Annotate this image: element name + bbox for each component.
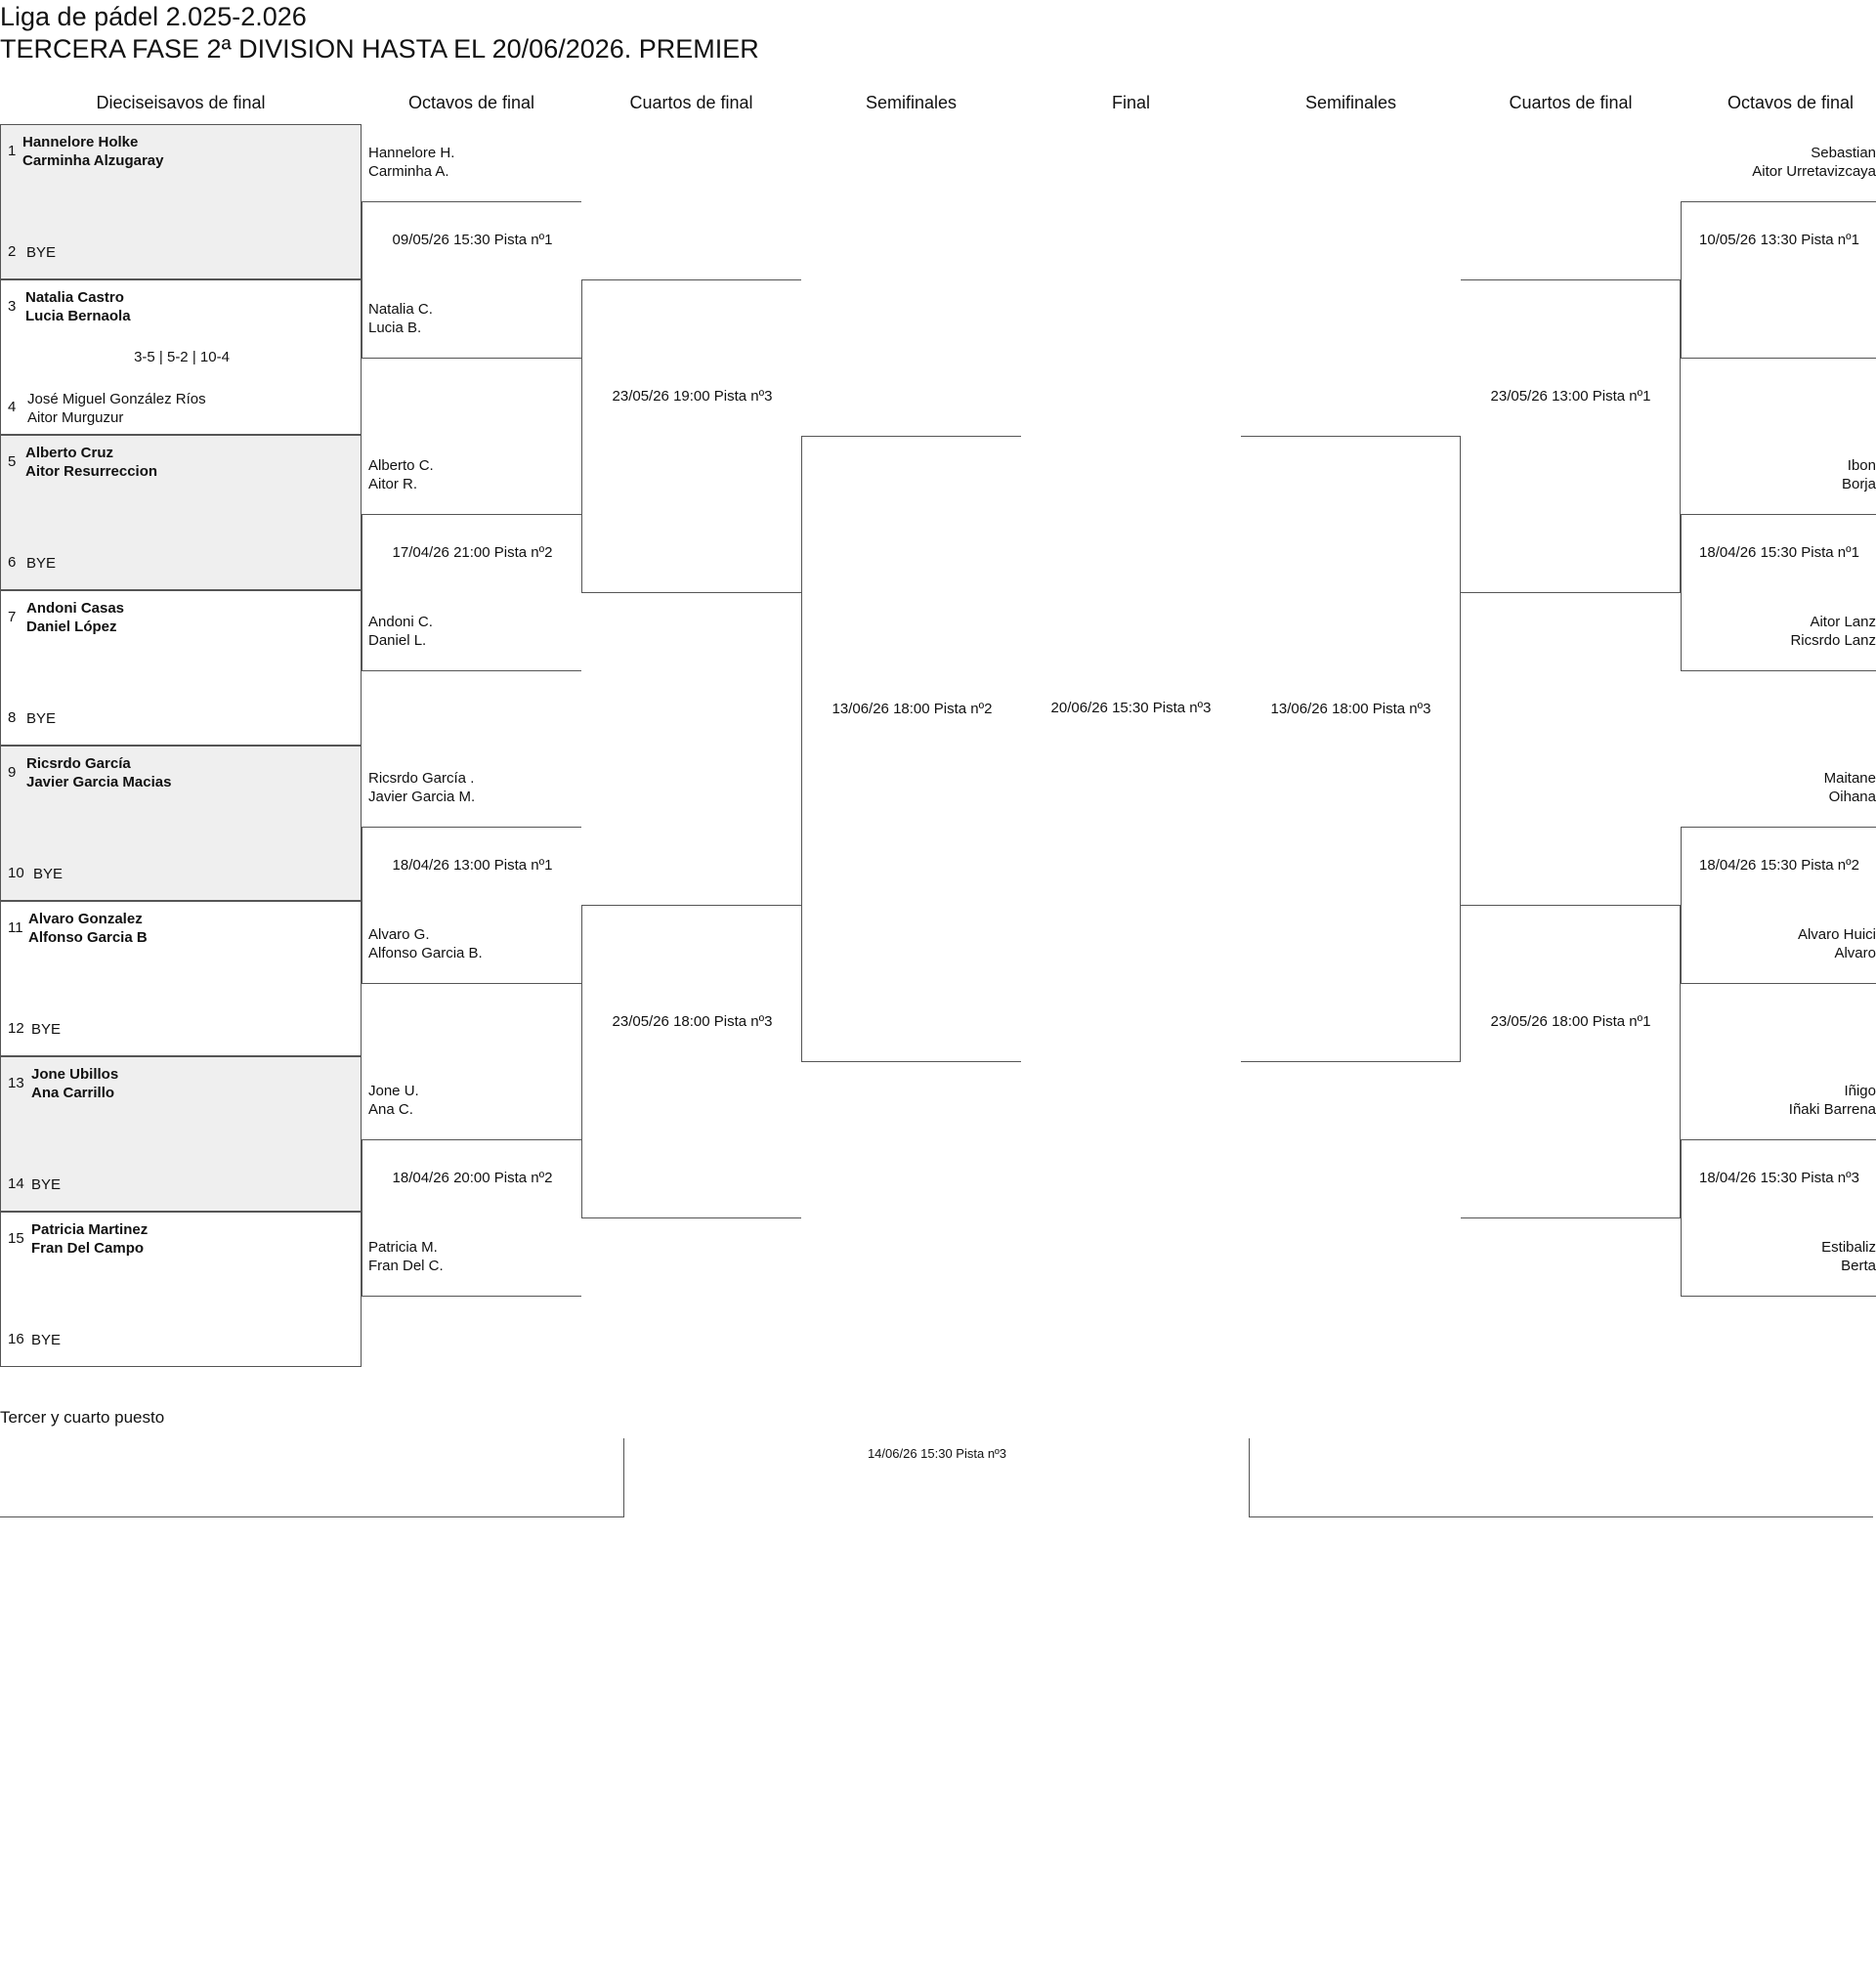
r16-player-right: Borja: [1841, 476, 1876, 492]
round-header-r16-right: Octavos de final: [1727, 93, 1855, 112]
third-place-line-right-v: [1249, 1438, 1250, 1517]
player-name: BYE: [31, 1176, 62, 1193]
player-name: Daniel López: [26, 619, 117, 635]
player-name: Hannelore Holke: [22, 134, 139, 150]
player-name: Andoni Casas: [26, 600, 125, 617]
final-match-info: 20/06/26 15:30 Pista nº3: [1050, 700, 1212, 716]
match-score: 3-5 | 5-2 | 10-4: [134, 349, 230, 365]
round-header-qf: Cuartos de final: [629, 93, 753, 112]
r16-player-right: Maitane: [1823, 770, 1876, 787]
match-info: 13/06/26 18:00 Pista nº2: [831, 701, 993, 717]
seed-number: 8: [8, 709, 17, 726]
match-info: 17/04/26 21:00 Pista nº2: [392, 544, 553, 561]
r16-player-right: Berta: [1841, 1258, 1876, 1274]
player-name: BYE: [26, 555, 57, 572]
round-header-sf: Semifinales: [865, 93, 958, 112]
player-name: Alvaro Gonzalez: [28, 911, 143, 927]
r16-player-right: Aitor Urretavizcaya: [1752, 163, 1876, 180]
r16-player: Lucia B.: [368, 320, 422, 336]
match-info: 18/04/26 15:30 Pista nº3: [1699, 1170, 1859, 1186]
seed-number: 16: [8, 1331, 24, 1347]
seed-number: 15: [8, 1230, 24, 1247]
round-header-sf-right: Semifinales: [1304, 93, 1397, 112]
r16-player: Ana C.: [368, 1101, 413, 1118]
seed-number: 12: [8, 1020, 24, 1037]
r32-match-3: [0, 435, 362, 590]
r16-player: Alvaro G.: [368, 926, 430, 943]
qf-match-right-1: [1461, 279, 1681, 593]
r32-match-6: [0, 901, 362, 1056]
third-place-info: 14/06/26 15:30 Pista nº3: [867, 1446, 1007, 1461]
seed-number: 1: [8, 143, 17, 159]
qf-match-1: [581, 279, 801, 593]
player-name: BYE: [26, 710, 57, 727]
r16-player: Patricia M.: [368, 1239, 438, 1256]
match-info: 18/04/26 13:00 Pista nº1: [392, 857, 553, 874]
r16-player: Alfonso Garcia B.: [368, 945, 483, 961]
match-info: 18/04/26 20:00 Pista nº2: [392, 1170, 553, 1186]
seed-number: 9: [8, 764, 17, 781]
r16-player: Fran Del C.: [368, 1258, 444, 1274]
seed-number: 11: [8, 919, 23, 936]
seed-number: 5: [8, 453, 17, 470]
seed-number: 14: [8, 1175, 24, 1192]
player-name: Alberto Cruz: [25, 445, 113, 461]
qf-match-right-2: [1461, 905, 1681, 1218]
third-place-label: Tercer y cuarto puesto: [0, 1408, 165, 1427]
r16-player: Jone U.: [368, 1083, 419, 1099]
r16-player: Ricsrdo García .: [368, 770, 475, 787]
r16-player-right: Ricsrdo Lanz: [1790, 632, 1876, 649]
r16-player-right: Aitor Lanz: [1810, 614, 1876, 630]
player-name: Fran Del Campo: [31, 1240, 145, 1257]
r32-match-7: [0, 1056, 362, 1212]
round-header-final: Final: [1111, 93, 1150, 112]
player-name: Alfonso Garcia B: [28, 929, 148, 946]
player-name: BYE: [31, 1021, 62, 1038]
player-name: BYE: [33, 866, 64, 882]
match-info: 10/05/26 13:30 Pista nº1: [1699, 232, 1859, 248]
player-name: BYE: [26, 244, 57, 261]
round-header-r32: Dieciseisavos de final: [96, 93, 266, 112]
r32-match-8: [0, 1212, 362, 1367]
round-header-r16: Octavos de final: [407, 93, 535, 112]
player-name: Jone Ubillos: [31, 1066, 119, 1083]
match-info: 09/05/26 15:30 Pista nº1: [392, 232, 553, 248]
player-name: Aitor Murguzur: [27, 409, 124, 426]
r16-match-right-1: [1681, 201, 1876, 359]
player-name: BYE: [31, 1332, 62, 1348]
round-header-qf-right: Cuartos de final: [1509, 93, 1633, 112]
r32-match-2: [0, 279, 362, 435]
qf-match-2: [581, 905, 801, 1218]
match-info: 23/05/26 13:00 Pista nº1: [1490, 388, 1651, 405]
player-name: Lucia Bernaola: [25, 308, 131, 324]
match-info: 18/04/26 15:30 Pista nº2: [1699, 857, 1859, 874]
r16-player-right: Alvaro: [1834, 945, 1876, 961]
r16-player: Javier Garcia M.: [368, 789, 476, 805]
seed-number: 6: [8, 554, 17, 571]
r16-player: Aitor R.: [368, 476, 418, 492]
sf-match-left: [801, 436, 1021, 1062]
r16-player: Andoni C.: [368, 614, 433, 630]
r16-player: Daniel L.: [368, 632, 427, 649]
seed-number: 4: [8, 399, 17, 415]
r16-player-right: Alvaro Huici: [1797, 926, 1876, 943]
r16-player: Carminha A.: [368, 163, 449, 180]
r32-match-4: [0, 590, 362, 746]
player-name: Ana Carrillo: [31, 1085, 115, 1101]
r16-player-right: Sebastian: [1811, 145, 1876, 161]
r16-player-right: Estibaliz: [1821, 1239, 1876, 1256]
player-name: Patricia Martinez: [31, 1221, 149, 1238]
r16-player: Hannelore H.: [368, 145, 455, 161]
match-info: 18/04/26 15:30 Pista nº1: [1699, 544, 1859, 561]
r16-player: Natalia C.: [368, 301, 433, 318]
seed-number: 13: [8, 1075, 24, 1091]
match-info: 23/05/26 18:00 Pista nº3: [612, 1013, 773, 1030]
player-name: Natalia Castro: [25, 289, 124, 306]
r16-player-right: Oihana: [1828, 789, 1876, 805]
third-place-line-right: [1249, 1516, 1873, 1517]
r16-player: Alberto C.: [368, 457, 434, 474]
match-info: 13/06/26 18:00 Pista nº3: [1270, 701, 1431, 717]
r16-player-right: Iñaki Barrena: [1788, 1101, 1876, 1118]
player-name: Aitor Resurreccion: [25, 463, 158, 480]
player-name: Ricsrdo García: [26, 755, 131, 772]
third-place-line-left: [0, 1516, 624, 1517]
player-name: Javier Garcia Macias: [26, 774, 172, 790]
sf-match-right: [1241, 436, 1461, 1062]
seed-number: 10: [8, 865, 24, 881]
seed-number: 3: [8, 298, 17, 315]
page-title: Liga de pádel 2.025-2.026: [0, 2, 307, 31]
r16-player-right: Ibon: [1847, 457, 1876, 474]
player-name: Carminha Alzugaray: [22, 152, 164, 169]
match-info: 23/05/26 19:00 Pista nº3: [612, 388, 773, 405]
seed-number: 2: [8, 243, 17, 260]
player-name: José Miguel González Ríos: [27, 391, 206, 407]
page-subtitle: TERCERA FASE 2ª DIVISION HASTA EL 20/06/2026. PREMIER: [0, 34, 759, 64]
r16-player-right: Iñigo: [1844, 1083, 1876, 1099]
seed-number: 7: [8, 609, 17, 625]
r32-match-1: [0, 124, 362, 279]
r32-match-5: [0, 746, 362, 901]
match-info: 23/05/26 18:00 Pista nº1: [1490, 1013, 1651, 1030]
